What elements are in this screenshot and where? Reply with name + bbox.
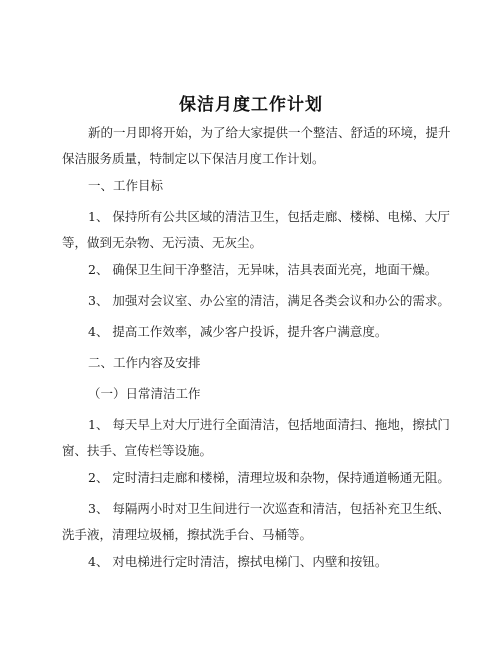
paragraph-task-2: [62, 465, 450, 491]
paragraph-task-4: [62, 549, 442, 575]
paragraph-intro: [62, 120, 451, 172]
paragraph-goal-4: [62, 319, 442, 345]
paragraph-goal-2: [62, 257, 442, 283]
paragraph-line: 保洁服务质量，特制定以下保洁月度工作计划。: [62, 151, 325, 166]
paragraph-line: 窗、扶手、宣传栏等设施。: [62, 443, 213, 458]
paragraph-line: 1、 保持所有公共区域的清洁卫生，包括走廊、楼梯、电梯、大厅: [88, 209, 450, 224]
paragraph-line: 3、 加强对会议室、办公室的清洁，满足各类会议和办公的需求。: [88, 293, 450, 308]
paragraph-line: 4、 对电梯进行定时清洁，擦拭电梯门、内壁和按钮。: [88, 554, 388, 569]
paragraph-line: 新的一月即将开始，为了给大家提供一个整洁、舒适的环境，提升: [88, 125, 451, 140]
heading-line: （一）日常清洁工作: [88, 386, 201, 401]
paragraph-line: 等，做到无杂物、无污渍、无灰尘。: [62, 235, 263, 250]
paragraph-goal-1: [62, 204, 450, 256]
paragraph-task-3: [62, 496, 450, 548]
paragraph-task-1: [62, 412, 450, 464]
paragraph-line: 4、 提高工作效率，减少客户投诉，提升客户满意度。: [88, 324, 388, 339]
paragraph-line: 1、 每天早上对大厅进行全面清洁，包括地面清扫、拖地，擦拭门: [88, 417, 450, 432]
section-heading-tasks: [62, 350, 442, 376]
paragraph-line: 2、 确保卫生间干净整洁，无异味，洁具表面光亮，地面干燥。: [88, 262, 438, 277]
paragraph-line: 3、 每隔两小时对卫生间进行一次巡查和清洁，包括补充卫生纸、: [88, 501, 450, 516]
paragraph-line: 洗手液，清理垃圾桶，擦拭洗手台、马桶等。: [62, 527, 313, 542]
paragraph-goal-3: [62, 288, 450, 314]
paragraph-line: 2、 定时清扫走廊和楼梯，清理垃圾和杂物，保持通道畅通无阻。: [88, 470, 450, 485]
heading-line: 二、工作内容及安排: [88, 355, 201, 370]
section-heading-goals: [62, 173, 442, 199]
subsection-heading-daily: [62, 381, 442, 407]
document-title: 保洁月度工作计划: [179, 95, 323, 115]
heading-line: 一、工作目标: [88, 178, 164, 193]
